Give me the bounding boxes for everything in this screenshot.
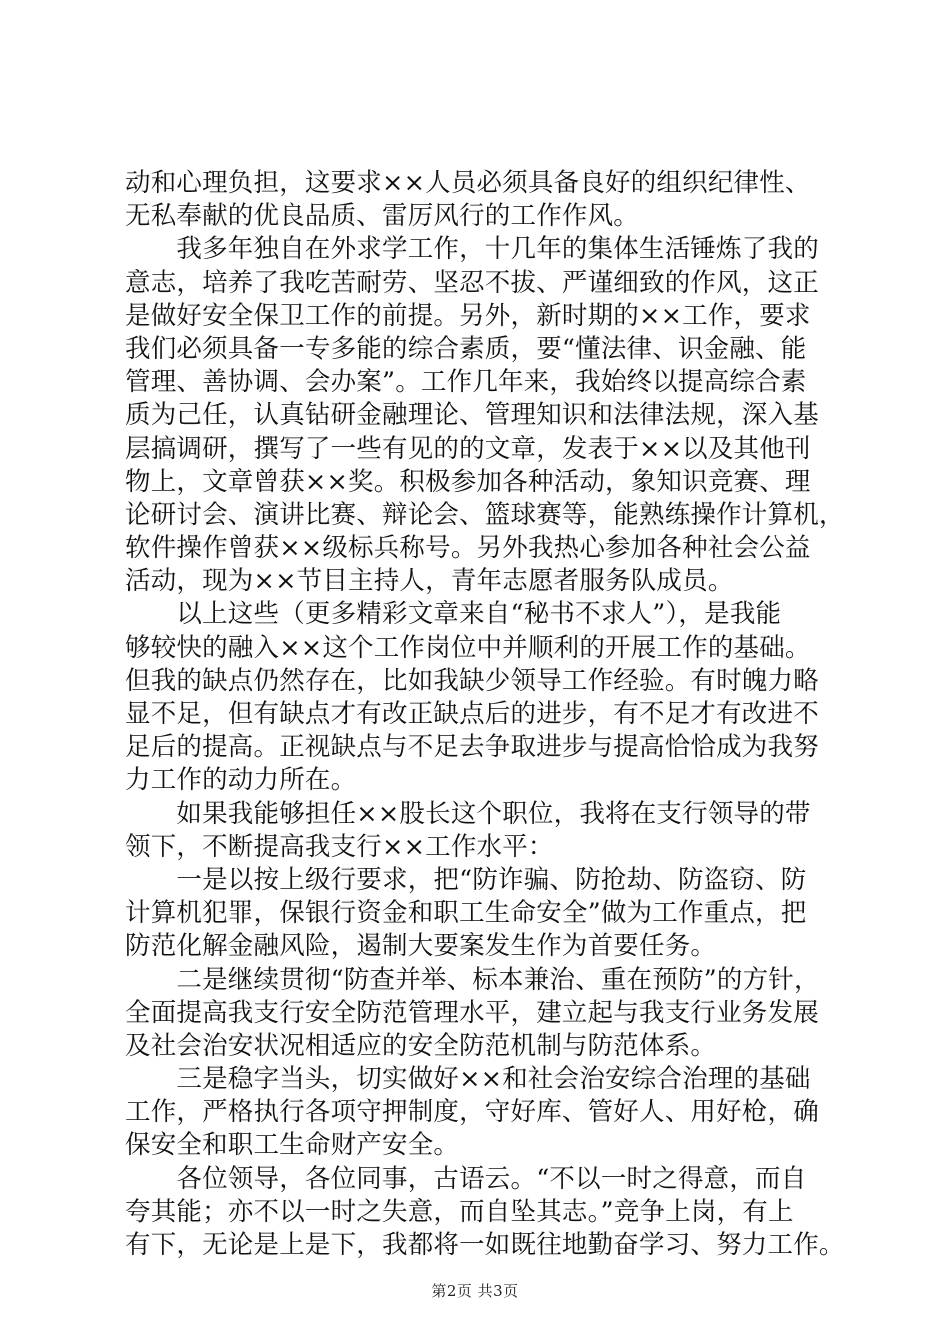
text-line: 以上这些（更多精彩文章来自“秘书不求人”），是我能 bbox=[125, 599, 782, 630]
text-line: 我们必须具备一专多能的综合素质，要“懂法律、识金融、能 bbox=[125, 333, 807, 364]
text-line: 动和心理负担，这要求××人员必须具备良好的组织纪律性、 bbox=[125, 168, 811, 198]
text-line: 我多年独自在外求学工作，十几年的集体生活锤炼了我的 bbox=[125, 234, 819, 265]
text-line: 各位领导，各位同事，古语云。“不以一时之得意，而自 bbox=[125, 1163, 807, 1194]
text-line: 三是稳字当头，切实做好××和社会治安综合治理的基础 bbox=[125, 1064, 811, 1095]
text-line: 但我的缺点仍然存在，比如我缺少领导工作经验。有时魄力略 bbox=[125, 665, 819, 696]
text-line: 层搞调研，撰写了一些有见的的文章，发表于××以及其他刊 bbox=[125, 433, 811, 464]
text-line: 是做好安全保卫工作的前提。另外，新时期的××工作，要求 bbox=[125, 300, 811, 331]
text-line: 质为己任，认真钻研金融理论、管理知识和法律法规，深入基 bbox=[125, 400, 819, 431]
text-line: 二是继续贯彻“防查并举、标本兼治、重在预防”的方针， bbox=[125, 964, 820, 995]
text-line: 工作，严格执行各项守押制度，守好库、管好人、用好枪，确 bbox=[125, 1097, 819, 1128]
text-line: 软件操作曾获××级标兵称号。另外我热心参加各种社会公益 bbox=[125, 533, 811, 564]
text-line: 计算机犯罪，保银行资金和职工生命安全”做为工作重点，把 bbox=[125, 898, 807, 929]
text-line: 力工作的动力所在。 bbox=[125, 765, 357, 796]
text-line: 论研讨会、演讲比赛、辩论会、篮球赛等，能熟练操作计算机， bbox=[125, 499, 845, 530]
text-line: 管理、善协调、会办案”。工作几年来，我始终以提高综合素 bbox=[125, 367, 807, 398]
text-line: 意志，培养了我吃苦耐劳、坚忍不拔、严谨细致的作风，这正 bbox=[125, 267, 819, 298]
text-line: 物上，文章曾获××奖。积极参加各种活动，象知识竞赛、理 bbox=[125, 466, 811, 497]
text-line: 夸其能；亦不以一时之失意，而自坠其志。”竞争上岗，有上 bbox=[125, 1196, 794, 1227]
text-line: 够较快的融入××这个工作岗位中并顺利的开展工作的基础。 bbox=[125, 632, 811, 663]
text-line: 保安全和职工生命财产安全。 bbox=[125, 1130, 460, 1161]
text-line: 有下，无论是上是下，我都将一如既往地勤奋学习、努力工作。 bbox=[125, 1230, 845, 1260]
text-line: 无私奉献的优良品质、雷厉风行的工作作风。 bbox=[125, 201, 640, 232]
text-line: 一是以按上级行要求，把“防诈骗、防抢劫、防盗窃、防 bbox=[125, 864, 807, 895]
text-line: 防范化解金融风险，遏制大要案发生作为首要任务。 bbox=[125, 931, 717, 962]
text-line: 领下，不断提高我支行××工作水平： bbox=[125, 831, 554, 862]
text-line: 及社会治安状况相适应的安全防范机制与防范体系。 bbox=[125, 1030, 717, 1061]
page-number: 第2页 共3页 bbox=[431, 1282, 519, 1300]
text-line: 如果我能够担任××股长这个职位，我将在支行领导的带 bbox=[125, 798, 811, 829]
text-line: 足后的提高。正视缺点与不足去争取进步与提高恰恰成为我努 bbox=[125, 732, 819, 763]
text-line: 全面提高我支行安全防范管理水平，建立起与我支行业务发展 bbox=[125, 997, 819, 1028]
document-body bbox=[125, 167, 845, 1262]
text-line: 活动，现为××节目主持人，青年志愿者服务队成员。 bbox=[125, 566, 734, 597]
text-line: 显不足，但有缺点才有改正缺点后的进步，有不足才有改进不 bbox=[125, 699, 819, 729]
